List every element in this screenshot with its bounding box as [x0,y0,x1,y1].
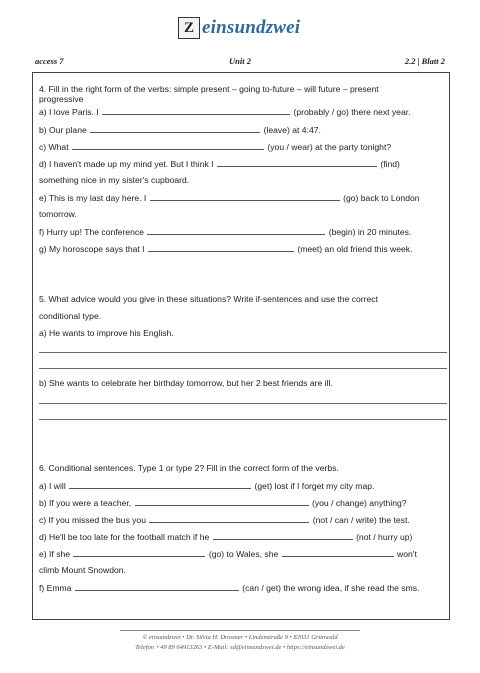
ex6-a-hint: (get) lost if I forget my city map. [254,481,375,491]
ex4-b-text: b) Our plane [39,125,87,135]
ex6-title: 6. Conditional sentences. Type 1 or type 2? Fill in the correct form of the verbs. [39,463,339,473]
ex4-e-blank[interactable] [150,192,340,201]
ex5-title-line1: 5. What advice would you give in these situations? Write if-sentences and use the correct [39,294,378,304]
ex4-a-blank[interactable] [102,106,290,115]
ex4-f-blank[interactable] [147,226,325,235]
ex6-c-hint: (not / can / write) the test. [312,515,410,525]
ex6-e-text: e) If she [39,549,71,559]
ex4-item-e [39,192,420,204]
ex6-f-text: f) Emma [39,583,72,593]
ex6-d-hint: (not / hurry up) [356,532,413,542]
ex6-e-mid: (go) to Wales, she [208,549,279,559]
ex4-b-hint: (leave) at 4:47. [263,125,321,135]
ex6-d-blank[interactable] [213,531,353,540]
ex6-e-blank-2[interactable] [282,548,394,557]
footer-contact: Telefon +49 89 64913263 • E-Mail: sd@einsundzwei.de • https://einsundzwei.de [135,644,345,651]
ex6-item-f [39,582,419,594]
ex4-title-line1: 4. Fill in the right form of the verbs: simple present – going to-future – will future – present [39,84,379,94]
ex4-f-text: f) Hurry up! The conference [39,227,144,237]
ex4-item-f [39,226,411,238]
ex4-g-hint: (meet) an old friend this week. [297,244,413,254]
ex4-title-line2: progressive [39,94,84,104]
ex6-item-a [39,480,374,492]
ex5-b-answer-line-2[interactable] [39,419,447,420]
ex4-c-hint: (you / wear) at the party tonight? [267,142,392,152]
ex5-title-line2: conditional type. [39,311,102,321]
ex4-g-text: g) My horoscope says that I [39,244,145,254]
ex4-item-d [39,158,400,170]
ex4-a-text: a) I love Paris. I [39,107,99,117]
ex5-item-b: b) She wants to celebrate her birthday tomorrow, but her 2 best friends are ill. [39,378,333,388]
ex4-e-text: e) This is my last day here. I [39,193,147,203]
ex6-d-text: d) He'll be too late for the football match if he [39,532,210,542]
footer-divider [120,630,360,631]
header-book: access 7 [35,56,64,66]
ex4-b-blank[interactable] [90,124,260,133]
logo-icon: Z [178,17,200,39]
ex6-e-blank-1[interactable] [73,548,205,557]
ex5-b-answer-line-1[interactable] [39,403,447,404]
ex6-item-c [39,514,410,526]
brand-name: einsundzwei [202,17,301,38]
ex4-d-hint: (find) [380,159,400,169]
footer-address: © einsundzwei • Dr. Silvia H. Drosmer • Lindenstraße 9 • 82031 Grünwald [142,634,338,641]
ex6-c-text: c) If you missed the bus you [39,515,146,525]
ex4-d-blank[interactable] [217,158,377,167]
ex6-item-d [39,531,412,543]
header-unit: Unit 2 [229,56,251,66]
ex5-a-answer-line-2[interactable] [39,368,447,369]
ex6-b-hint: (you / change) anything? [311,498,407,508]
ex4-item-g [39,243,412,255]
ex6-item-e [39,548,417,560]
ex4-item-b [39,124,321,136]
ex4-item-a [39,106,411,118]
ex5-item-a: a) He wants to improve his English. [39,328,174,338]
ex6-f-hint: (can / get) the wrong idea, if she read the sms. [242,583,420,593]
ex4-d-continuation: something nice in my sister's cupboard. [39,175,190,185]
ex4-item-c [39,141,391,153]
header-sheet: 2.2 | Blatt 2 [404,56,445,66]
ex4-c-text: c) What [39,142,69,152]
ex4-c-blank[interactable] [72,141,264,150]
worksheet-header [33,56,447,68]
ex6-c-blank[interactable] [149,514,309,523]
ex6-f-blank[interactable] [75,582,239,591]
ex6-b-text: b) If you were a teacher, [39,498,132,508]
ex6-item-b [39,497,407,509]
ex4-g-blank[interactable] [148,243,294,252]
ex6-a-blank[interactable] [69,480,251,489]
ex4-e-continuation: tomorrow. [39,209,77,219]
brand-logo [178,16,300,40]
ex6-e-continuation: climb Mount Snowdon. [39,565,126,575]
ex5-a-answer-line-1[interactable] [39,352,447,353]
ex6-e-end: won't [397,549,417,559]
ex4-a-hint: (probably / go) there next year. [293,107,411,117]
ex4-f-hint: (begin) in 20 minutes. [328,227,412,237]
ex6-b-blank[interactable] [135,497,309,506]
ex6-a-text: a) I will [39,481,66,491]
ex4-e-hint: (go) back to London [343,193,420,203]
ex4-d-text: d) I haven't made up my mind yet. But I think I [39,159,214,169]
